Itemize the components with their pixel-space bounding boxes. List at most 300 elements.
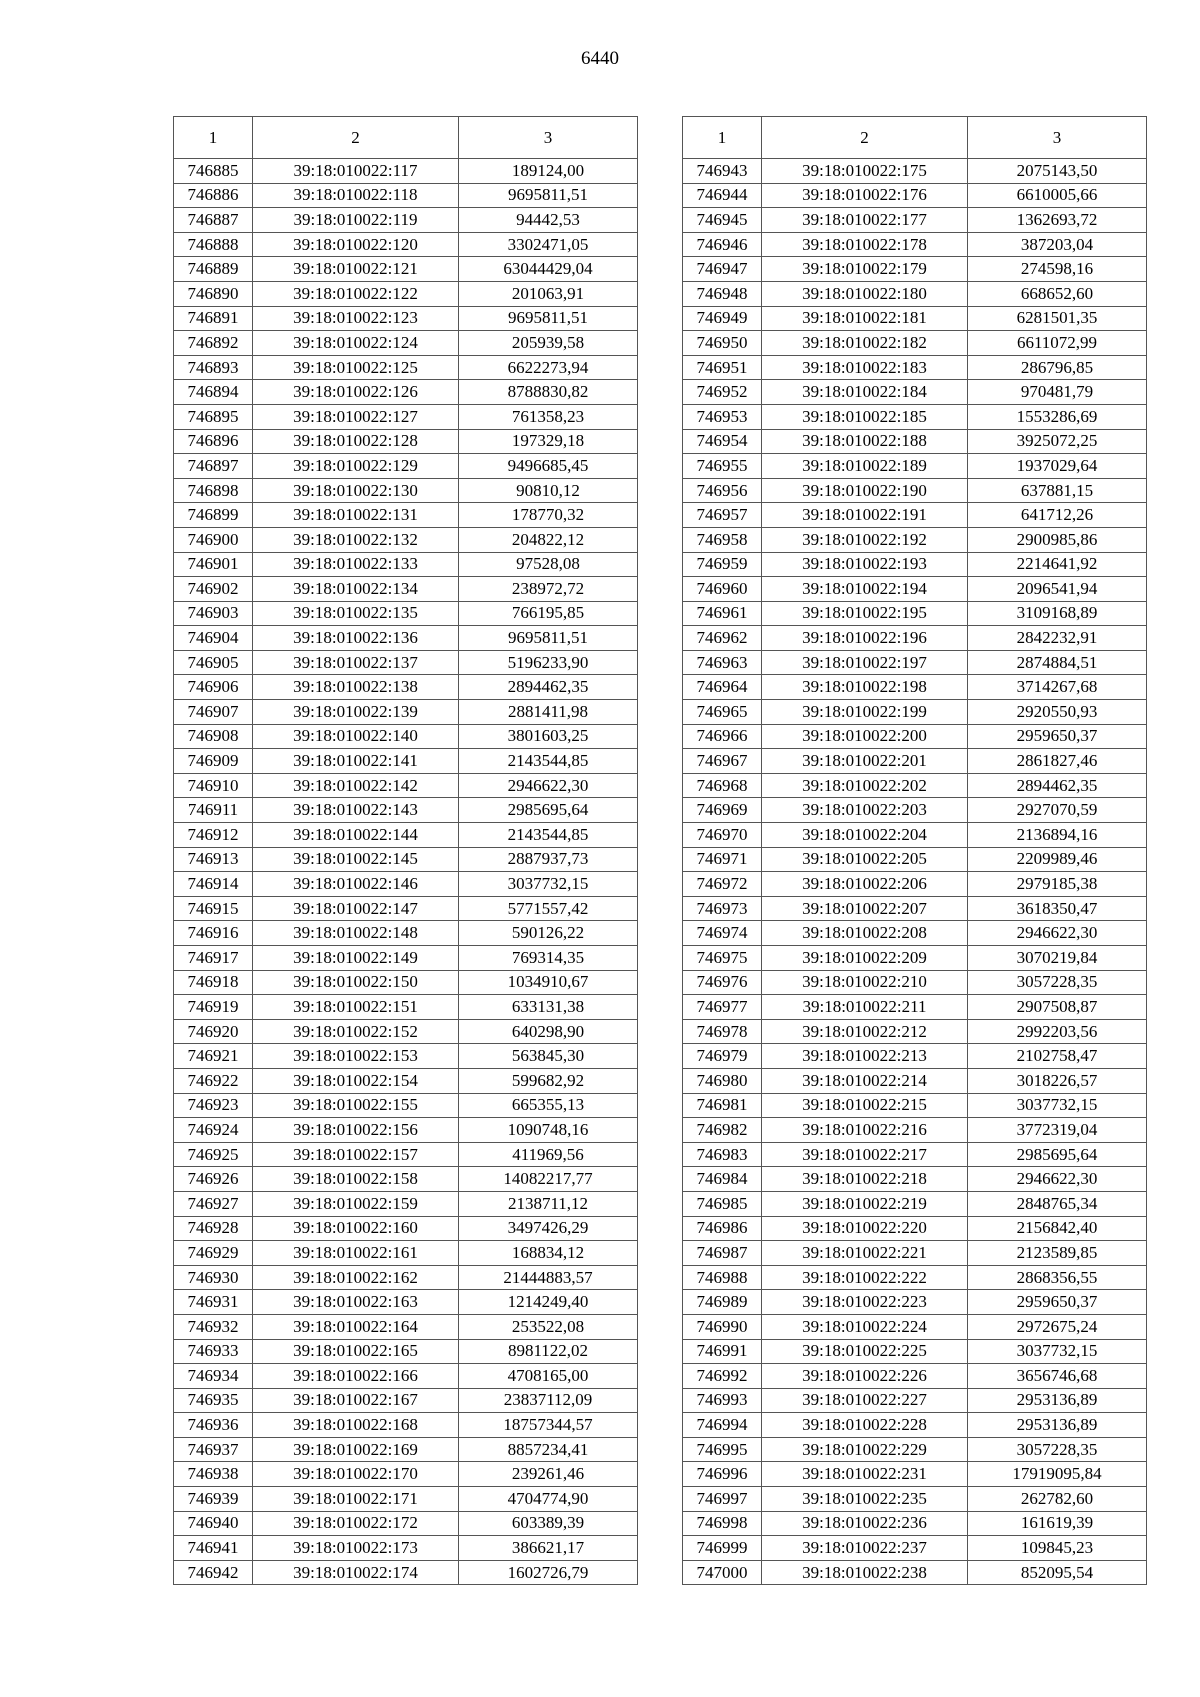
row-number-cell: 746959 xyxy=(683,552,762,577)
row-number-cell: 746895 xyxy=(174,404,253,429)
value-cell: 2096541,94 xyxy=(968,577,1147,602)
row-number-cell: 746946 xyxy=(683,232,762,257)
value-cell: 3618350,47 xyxy=(968,896,1147,921)
row-number-cell: 746923 xyxy=(174,1093,253,1118)
row-number-cell: 746921 xyxy=(174,1044,253,1069)
column-header-1: 1 xyxy=(683,117,762,159)
value-cell: 238972,72 xyxy=(459,577,638,602)
table-row xyxy=(174,429,638,454)
value-cell: 641712,26 xyxy=(968,503,1147,528)
row-number-cell: 746901 xyxy=(174,552,253,577)
cadastral-number-cell: 39:18:010022:190 xyxy=(762,478,968,503)
value-cell: 109845,23 xyxy=(968,1536,1147,1561)
table-row xyxy=(683,1437,1147,1462)
cadastral-number-cell: 39:18:010022:118 xyxy=(253,183,459,208)
value-cell: 2953136,89 xyxy=(968,1413,1147,1438)
table-row xyxy=(683,183,1147,208)
row-number-cell: 746930 xyxy=(174,1265,253,1290)
value-cell: 4708165,00 xyxy=(459,1364,638,1389)
table-row xyxy=(174,1191,638,1216)
value-cell: 2861827,46 xyxy=(968,749,1147,774)
table-row xyxy=(174,159,638,184)
row-number-cell: 746899 xyxy=(174,503,253,528)
row-number-cell: 746929 xyxy=(174,1241,253,1266)
cadastral-number-cell: 39:18:010022:139 xyxy=(253,700,459,725)
cadastral-number-cell: 39:18:010022:161 xyxy=(253,1241,459,1266)
row-number-cell: 746982 xyxy=(683,1118,762,1143)
value-cell: 9695811,51 xyxy=(459,626,638,651)
table-row xyxy=(174,1437,638,1462)
row-number-cell: 746977 xyxy=(683,995,762,1020)
value-cell: 5196233,90 xyxy=(459,650,638,675)
table-row xyxy=(174,454,638,479)
table-row xyxy=(174,1216,638,1241)
cadastral-number-cell: 39:18:010022:160 xyxy=(253,1216,459,1241)
table-row xyxy=(174,1560,638,1585)
value-cell: 637881,15 xyxy=(968,478,1147,503)
table-row xyxy=(174,257,638,282)
value-cell: 253522,08 xyxy=(459,1314,638,1339)
row-number-cell: 746900 xyxy=(174,527,253,552)
cadastral-number-cell: 39:18:010022:157 xyxy=(253,1142,459,1167)
cadastral-number-cell: 39:18:010022:173 xyxy=(253,1536,459,1561)
value-cell: 17919095,84 xyxy=(968,1462,1147,1487)
row-number-cell: 746914 xyxy=(174,872,253,897)
value-cell: 1362693,72 xyxy=(968,208,1147,233)
value-cell: 2985695,64 xyxy=(459,798,638,823)
table-row xyxy=(174,1118,638,1143)
table-row xyxy=(174,1339,638,1364)
value-cell: 197329,18 xyxy=(459,429,638,454)
row-number-cell: 746993 xyxy=(683,1388,762,1413)
value-cell: 1090748,16 xyxy=(459,1118,638,1143)
cadastral-number-cell: 39:18:010022:148 xyxy=(253,921,459,946)
table-row xyxy=(683,1339,1147,1364)
table-row xyxy=(174,847,638,872)
value-cell: 1034910,67 xyxy=(459,970,638,995)
row-number-cell: 746968 xyxy=(683,773,762,798)
cadastral-number-cell: 39:18:010022:143 xyxy=(253,798,459,823)
value-cell: 852095,54 xyxy=(968,1560,1147,1585)
table-row xyxy=(174,872,638,897)
value-cell: 2920550,93 xyxy=(968,700,1147,725)
cadastral-number-cell: 39:18:010022:217 xyxy=(762,1142,968,1167)
cadastral-number-cell: 39:18:010022:156 xyxy=(253,1118,459,1143)
value-cell: 2946622,30 xyxy=(968,921,1147,946)
cadastral-number-cell: 39:18:010022:174 xyxy=(253,1560,459,1585)
value-cell: 9695811,51 xyxy=(459,306,638,331)
value-cell: 4704774,90 xyxy=(459,1487,638,1512)
table-row xyxy=(683,626,1147,651)
value-cell: 2985695,64 xyxy=(968,1142,1147,1167)
cadastral-number-cell: 39:18:010022:209 xyxy=(762,946,968,971)
table-row xyxy=(683,872,1147,897)
row-number-cell: 746908 xyxy=(174,724,253,749)
row-number-cell: 746994 xyxy=(683,1413,762,1438)
cadastral-number-cell: 39:18:010022:128 xyxy=(253,429,459,454)
table-row xyxy=(683,1290,1147,1315)
cadastral-number-cell: 39:18:010022:212 xyxy=(762,1019,968,1044)
cadastral-number-cell: 39:18:010022:210 xyxy=(762,970,968,995)
row-number-cell: 746905 xyxy=(174,650,253,675)
row-number-cell: 746942 xyxy=(174,1560,253,1585)
value-cell: 3772319,04 xyxy=(968,1118,1147,1143)
row-number-cell: 746890 xyxy=(174,281,253,306)
cadastral-number-cell: 39:18:010022:238 xyxy=(762,1560,968,1585)
cadastral-number-cell: 39:18:010022:127 xyxy=(253,404,459,429)
row-number-cell: 746920 xyxy=(174,1019,253,1044)
table-row xyxy=(683,1093,1147,1118)
table-row xyxy=(174,675,638,700)
value-cell: 3925072,25 xyxy=(968,429,1147,454)
row-number-cell: 746986 xyxy=(683,1216,762,1241)
table-header-row xyxy=(683,117,1147,159)
row-number-cell: 746973 xyxy=(683,896,762,921)
cadastral-number-cell: 39:18:010022:154 xyxy=(253,1068,459,1093)
cadastral-number-cell: 39:18:010022:205 xyxy=(762,847,968,872)
cadastral-number-cell: 39:18:010022:135 xyxy=(253,601,459,626)
value-cell: 262782,60 xyxy=(968,1487,1147,1512)
table-row xyxy=(174,626,638,651)
table-row xyxy=(683,1560,1147,1585)
cadastral-number-cell: 39:18:010022:149 xyxy=(253,946,459,971)
value-cell: 2900985,86 xyxy=(968,527,1147,552)
value-cell: 387203,04 xyxy=(968,232,1147,257)
table-row xyxy=(683,601,1147,626)
value-cell: 1553286,69 xyxy=(968,404,1147,429)
row-number-cell: 746954 xyxy=(683,429,762,454)
row-number-cell: 746969 xyxy=(683,798,762,823)
cadastral-number-cell: 39:18:010022:120 xyxy=(253,232,459,257)
row-number-cell: 746975 xyxy=(683,946,762,971)
table-row xyxy=(174,1290,638,1315)
value-cell: 8857234,41 xyxy=(459,1437,638,1462)
value-cell: 178770,32 xyxy=(459,503,638,528)
cadastral-number-cell: 39:18:010022:138 xyxy=(253,675,459,700)
table-row xyxy=(174,921,638,946)
cadastral-number-cell: 39:18:010022:122 xyxy=(253,281,459,306)
cadastral-number-cell: 39:18:010022:188 xyxy=(762,429,968,454)
row-number-cell: 746916 xyxy=(174,921,253,946)
row-number-cell: 746960 xyxy=(683,577,762,602)
value-cell: 668652,60 xyxy=(968,281,1147,306)
row-number-cell: 746909 xyxy=(174,749,253,774)
row-number-cell: 746989 xyxy=(683,1290,762,1315)
cadastral-number-cell: 39:18:010022:207 xyxy=(762,896,968,921)
row-number-cell: 746888 xyxy=(174,232,253,257)
cadastral-number-cell: 39:18:010022:126 xyxy=(253,380,459,405)
row-number-cell: 746980 xyxy=(683,1068,762,1093)
cadastral-number-cell: 39:18:010022:168 xyxy=(253,1413,459,1438)
page-number: 6440 xyxy=(581,48,619,69)
value-cell: 2894462,35 xyxy=(968,773,1147,798)
table-row xyxy=(174,1536,638,1561)
column-header-2: 2 xyxy=(253,117,459,159)
value-cell: 8981122,02 xyxy=(459,1339,638,1364)
row-number-cell: 746906 xyxy=(174,675,253,700)
row-number-cell: 746913 xyxy=(174,847,253,872)
table-row xyxy=(683,306,1147,331)
row-number-cell: 746995 xyxy=(683,1437,762,1462)
row-number-cell: 746904 xyxy=(174,626,253,651)
table-row xyxy=(683,380,1147,405)
cadastral-number-cell: 39:18:010022:167 xyxy=(253,1388,459,1413)
cadastral-number-cell: 39:18:010022:189 xyxy=(762,454,968,479)
cadastral-number-cell: 39:18:010022:124 xyxy=(253,331,459,356)
row-number-cell: 746991 xyxy=(683,1339,762,1364)
row-number-cell: 746934 xyxy=(174,1364,253,1389)
cadastral-number-cell: 39:18:010022:159 xyxy=(253,1191,459,1216)
row-number-cell: 746922 xyxy=(174,1068,253,1093)
table-row xyxy=(683,995,1147,1020)
cadastral-number-cell: 39:18:010022:197 xyxy=(762,650,968,675)
row-number-cell: 746937 xyxy=(174,1437,253,1462)
value-cell: 2868356,55 xyxy=(968,1265,1147,1290)
row-number-cell: 746943 xyxy=(683,159,762,184)
table-row xyxy=(683,650,1147,675)
table-row xyxy=(174,1241,638,1266)
cadastral-number-cell: 39:18:010022:137 xyxy=(253,650,459,675)
table-row xyxy=(683,1167,1147,1192)
row-number-cell: 746928 xyxy=(174,1216,253,1241)
value-cell: 2874884,51 xyxy=(968,650,1147,675)
cadastral-number-cell: 39:18:010022:151 xyxy=(253,995,459,1020)
value-cell: 2842232,91 xyxy=(968,626,1147,651)
value-cell: 2209989,46 xyxy=(968,847,1147,872)
row-number-cell: 746886 xyxy=(174,183,253,208)
cadastral-number-cell: 39:18:010022:185 xyxy=(762,404,968,429)
row-number-cell: 746910 xyxy=(174,773,253,798)
row-number-cell: 746948 xyxy=(683,281,762,306)
cadastral-number-cell: 39:18:010022:199 xyxy=(762,700,968,725)
table-row xyxy=(683,281,1147,306)
cadastral-number-cell: 39:18:010022:152 xyxy=(253,1019,459,1044)
value-cell: 5771557,42 xyxy=(459,896,638,921)
row-number-cell: 746887 xyxy=(174,208,253,233)
row-number-cell: 746892 xyxy=(174,331,253,356)
value-cell: 6610005,66 xyxy=(968,183,1147,208)
value-cell: 161619,39 xyxy=(968,1511,1147,1536)
row-number-cell: 746963 xyxy=(683,650,762,675)
value-cell: 6622273,94 xyxy=(459,355,638,380)
cadastral-number-cell: 39:18:010022:136 xyxy=(253,626,459,651)
cadastral-number-cell: 39:18:010022:117 xyxy=(253,159,459,184)
value-cell: 386621,17 xyxy=(459,1536,638,1561)
cadastral-number-cell: 39:18:010022:228 xyxy=(762,1413,968,1438)
cadastral-number-cell: 39:18:010022:196 xyxy=(762,626,968,651)
row-number-cell: 746999 xyxy=(683,1536,762,1561)
cadastral-number-cell: 39:18:010022:162 xyxy=(253,1265,459,1290)
table-row xyxy=(174,331,638,356)
row-number-cell: 746983 xyxy=(683,1142,762,1167)
row-number-cell: 746976 xyxy=(683,970,762,995)
row-number-cell: 746958 xyxy=(683,527,762,552)
table-header-row xyxy=(174,117,638,159)
row-number-cell: 746912 xyxy=(174,823,253,848)
value-cell: 8788830,82 xyxy=(459,380,638,405)
cadastral-number-cell: 39:18:010022:132 xyxy=(253,527,459,552)
table-row xyxy=(683,1265,1147,1290)
value-cell: 90810,12 xyxy=(459,478,638,503)
row-number-cell: 746956 xyxy=(683,478,762,503)
cadastral-number-cell: 39:18:010022:178 xyxy=(762,232,968,257)
value-cell: 2848765,34 xyxy=(968,1191,1147,1216)
row-number-cell: 746952 xyxy=(683,380,762,405)
value-cell: 189124,00 xyxy=(459,159,638,184)
table-body xyxy=(174,159,638,1585)
row-number-cell: 746903 xyxy=(174,601,253,626)
table-row xyxy=(174,773,638,798)
value-cell: 2979185,38 xyxy=(968,872,1147,897)
table-row xyxy=(683,1118,1147,1143)
table-row xyxy=(174,552,638,577)
table-row xyxy=(174,208,638,233)
cadastral-number-cell: 39:18:010022:180 xyxy=(762,281,968,306)
cadastral-number-cell: 39:18:010022:213 xyxy=(762,1044,968,1069)
value-cell: 6281501,35 xyxy=(968,306,1147,331)
cadastral-number-cell: 39:18:010022:163 xyxy=(253,1290,459,1315)
row-number-cell: 746907 xyxy=(174,700,253,725)
value-cell: 769314,35 xyxy=(459,946,638,971)
cadastral-number-cell: 39:18:010022:220 xyxy=(762,1216,968,1241)
register-table-right xyxy=(682,116,1147,1585)
cadastral-number-cell: 39:18:010022:129 xyxy=(253,454,459,479)
table-row xyxy=(683,331,1147,356)
value-cell: 665355,13 xyxy=(459,1093,638,1118)
cadastral-number-cell: 39:18:010022:125 xyxy=(253,355,459,380)
table-row xyxy=(174,823,638,848)
table-row xyxy=(683,1216,1147,1241)
table-row xyxy=(174,306,638,331)
cadastral-number-cell: 39:18:010022:144 xyxy=(253,823,459,848)
cadastral-number-cell: 39:18:010022:224 xyxy=(762,1314,968,1339)
row-number-cell: 746985 xyxy=(683,1191,762,1216)
value-cell: 3497426,29 xyxy=(459,1216,638,1241)
register-table-left xyxy=(173,116,638,1585)
cadastral-number-cell: 39:18:010022:236 xyxy=(762,1511,968,1536)
row-number-cell: 746966 xyxy=(683,724,762,749)
table-row xyxy=(683,404,1147,429)
table-row xyxy=(683,257,1147,282)
cadastral-number-cell: 39:18:010022:229 xyxy=(762,1437,968,1462)
table-row xyxy=(174,1413,638,1438)
row-number-cell: 746949 xyxy=(683,306,762,331)
row-number-cell: 746935 xyxy=(174,1388,253,1413)
row-number-cell: 746967 xyxy=(683,749,762,774)
value-cell: 23837112,09 xyxy=(459,1388,638,1413)
cadastral-number-cell: 39:18:010022:123 xyxy=(253,306,459,331)
value-cell: 2946622,30 xyxy=(968,1167,1147,1192)
table-body xyxy=(683,159,1147,1585)
value-cell: 2927070,59 xyxy=(968,798,1147,823)
row-number-cell: 746998 xyxy=(683,1511,762,1536)
table-row xyxy=(174,1093,638,1118)
cadastral-number-cell: 39:18:010022:222 xyxy=(762,1265,968,1290)
value-cell: 633131,38 xyxy=(459,995,638,1020)
row-number-cell: 746984 xyxy=(683,1167,762,1192)
row-number-cell: 746933 xyxy=(174,1339,253,1364)
value-cell: 3714267,68 xyxy=(968,675,1147,700)
cadastral-number-cell: 39:18:010022:208 xyxy=(762,921,968,946)
table-row xyxy=(683,1019,1147,1044)
value-cell: 9695811,51 xyxy=(459,183,638,208)
cadastral-number-cell: 39:18:010022:211 xyxy=(762,995,968,1020)
cadastral-number-cell: 39:18:010022:145 xyxy=(253,847,459,872)
value-cell: 2136894,16 xyxy=(968,823,1147,848)
cadastral-number-cell: 39:18:010022:227 xyxy=(762,1388,968,1413)
table-row xyxy=(174,724,638,749)
table-row xyxy=(683,921,1147,946)
value-cell: 1937029,64 xyxy=(968,454,1147,479)
value-cell: 63044429,04 xyxy=(459,257,638,282)
table-row xyxy=(683,896,1147,921)
row-number-cell: 746896 xyxy=(174,429,253,454)
table-row xyxy=(683,773,1147,798)
row-number-cell: 746970 xyxy=(683,823,762,848)
row-number-cell: 746924 xyxy=(174,1118,253,1143)
row-number-cell: 746971 xyxy=(683,847,762,872)
value-cell: 3070219,84 xyxy=(968,946,1147,971)
row-number-cell: 746957 xyxy=(683,503,762,528)
row-number-cell: 746891 xyxy=(174,306,253,331)
cadastral-number-cell: 39:18:010022:121 xyxy=(253,257,459,282)
cadastral-number-cell: 39:18:010022:134 xyxy=(253,577,459,602)
cadastral-number-cell: 39:18:010022:184 xyxy=(762,380,968,405)
row-number-cell: 746932 xyxy=(174,1314,253,1339)
table-row xyxy=(683,749,1147,774)
row-number-cell: 746997 xyxy=(683,1487,762,1512)
row-number-cell: 746926 xyxy=(174,1167,253,1192)
cadastral-number-cell: 39:18:010022:181 xyxy=(762,306,968,331)
value-cell: 2959650,37 xyxy=(968,724,1147,749)
table-row xyxy=(174,355,638,380)
value-cell: 2946622,30 xyxy=(459,773,638,798)
cadastral-number-cell: 39:18:010022:169 xyxy=(253,1437,459,1462)
value-cell: 411969,56 xyxy=(459,1142,638,1167)
row-number-cell: 746911 xyxy=(174,798,253,823)
value-cell: 2156842,40 xyxy=(968,1216,1147,1241)
cadastral-number-cell: 39:18:010022:221 xyxy=(762,1241,968,1266)
table-row xyxy=(174,1487,638,1512)
table-row xyxy=(174,1019,638,1044)
cadastral-number-cell: 39:18:010022:146 xyxy=(253,872,459,897)
row-number-cell: 746897 xyxy=(174,454,253,479)
cadastral-number-cell: 39:18:010022:223 xyxy=(762,1290,968,1315)
row-number-cell: 746939 xyxy=(174,1487,253,1512)
cadastral-number-cell: 39:18:010022:170 xyxy=(253,1462,459,1487)
value-cell: 94442,53 xyxy=(459,208,638,233)
value-cell: 239261,46 xyxy=(459,1462,638,1487)
column-header-3: 3 xyxy=(968,117,1147,159)
cadastral-number-cell: 39:18:010022:225 xyxy=(762,1339,968,1364)
row-number-cell: 746938 xyxy=(174,1462,253,1487)
table-row xyxy=(174,1044,638,1069)
cadastral-number-cell: 39:18:010022:142 xyxy=(253,773,459,798)
value-cell: 603389,39 xyxy=(459,1511,638,1536)
table-row xyxy=(174,749,638,774)
value-cell: 3801603,25 xyxy=(459,724,638,749)
value-cell: 3057228,35 xyxy=(968,970,1147,995)
cadastral-number-cell: 39:18:010022:218 xyxy=(762,1167,968,1192)
value-cell: 9496685,45 xyxy=(459,454,638,479)
table-row xyxy=(683,724,1147,749)
cadastral-number-cell: 39:18:010022:231 xyxy=(762,1462,968,1487)
value-cell: 2143544,85 xyxy=(459,749,638,774)
row-number-cell: 746990 xyxy=(683,1314,762,1339)
table-row xyxy=(174,601,638,626)
value-cell: 2881411,98 xyxy=(459,700,638,725)
cadastral-number-cell: 39:18:010022:215 xyxy=(762,1093,968,1118)
